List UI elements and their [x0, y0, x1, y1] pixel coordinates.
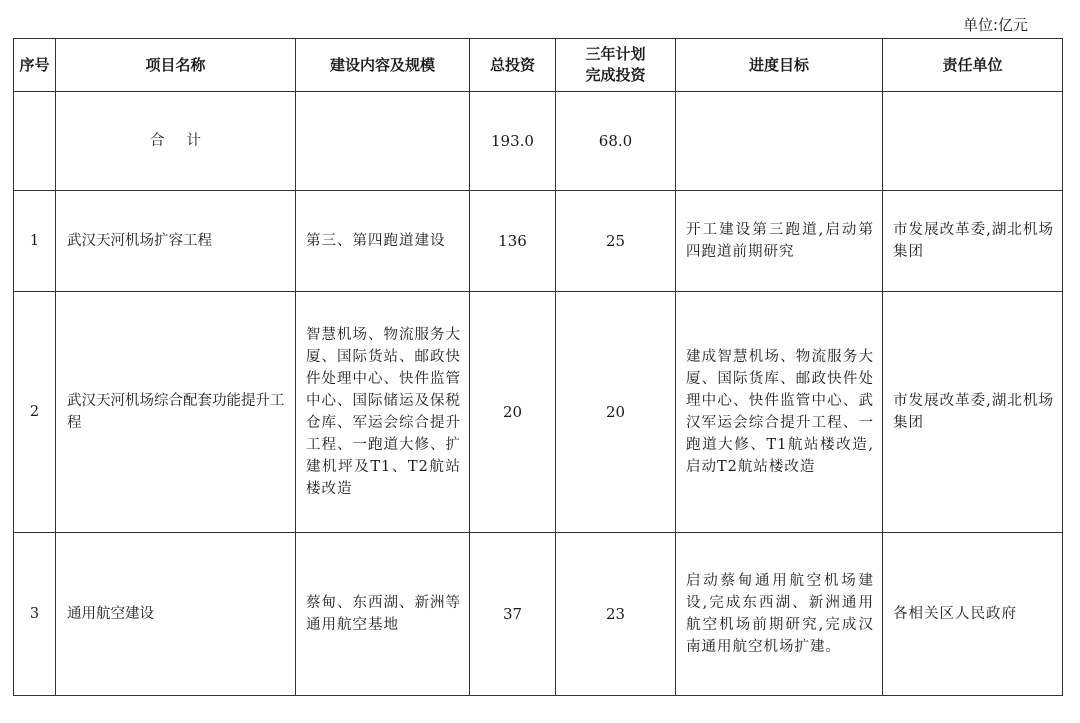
row-progress: 建成智慧机场、物流服务大厦、国际货库、邮政快件处理中心、快件监管中心、武汉军运会综合提升工程、一跑道大修、T1航站楼改造,启动T2航站楼改造 [676, 292, 883, 533]
total-progress [676, 92, 883, 191]
row-progress: 启动蔡甸通用航空机场建设,完成东西湖、新洲通用航空机场前期研究,完成汉南通用航空机场扩建。 [676, 533, 883, 696]
header-row [14, 39, 1063, 92]
header-plan [556, 39, 676, 92]
header-plan-line2: 完成投资 [585, 66, 646, 84]
row-name: 武汉天河机场综合配套功能提升工程 [56, 292, 296, 533]
total-investment: 193.0 [470, 92, 556, 191]
row-plan: 25 [556, 191, 676, 292]
row-plan: 23 [556, 533, 676, 696]
total-seq [14, 92, 56, 191]
total-plan: 68.0 [556, 92, 676, 191]
row-seq: 1 [14, 191, 56, 292]
row-plan: 20 [556, 292, 676, 533]
total-label: 合计 [56, 92, 296, 191]
header-progress: 进度目标 [676, 39, 883, 92]
total-row [14, 92, 1063, 191]
unit-label: 单位:亿元 [962, 16, 1028, 34]
row-seq: 2 [14, 292, 56, 533]
investment-table [13, 38, 1063, 696]
header-seq: 序号 [14, 39, 56, 92]
row-name: 武汉天河机场扩容工程 [56, 191, 296, 292]
row-total: 37 [470, 533, 556, 696]
row-content: 智慧机场、物流服务大厦、国际货站、邮政快件处理中心、快件监管中心、国际储运及保税仓库、军运会综合提升工程、一跑道大修、扩建机坪及T1、T2航站楼改造 [296, 292, 470, 533]
header-content: 建设内容及规模 [296, 39, 470, 92]
row-total: 20 [470, 292, 556, 533]
row-responsible: 各相关区人民政府 [883, 533, 1063, 696]
row-total: 136 [470, 191, 556, 292]
header-total: 总投资 [470, 39, 556, 92]
table-row [14, 533, 1063, 696]
row-progress: 开工建设第三跑道,启动第四跑道前期研究 [676, 191, 883, 292]
row-name: 通用航空建设 [56, 533, 296, 696]
row-content: 第三、第四跑道建设 [296, 191, 470, 292]
row-seq: 3 [14, 533, 56, 696]
row-responsible: 市发展改革委,湖北机场集团 [883, 292, 1063, 533]
header-name: 项目名称 [56, 39, 296, 92]
row-content: 蔡甸、东西湖、新洲等通用航空基地 [296, 533, 470, 696]
table-row [14, 292, 1063, 533]
table-row [14, 191, 1063, 292]
header-responsible: 责任单位 [883, 39, 1063, 92]
total-content [296, 92, 470, 191]
total-responsible [883, 92, 1063, 191]
header-plan-line1: 三年计划 [585, 45, 646, 63]
row-responsible: 市发展改革委,湖北机场集团 [883, 191, 1063, 292]
